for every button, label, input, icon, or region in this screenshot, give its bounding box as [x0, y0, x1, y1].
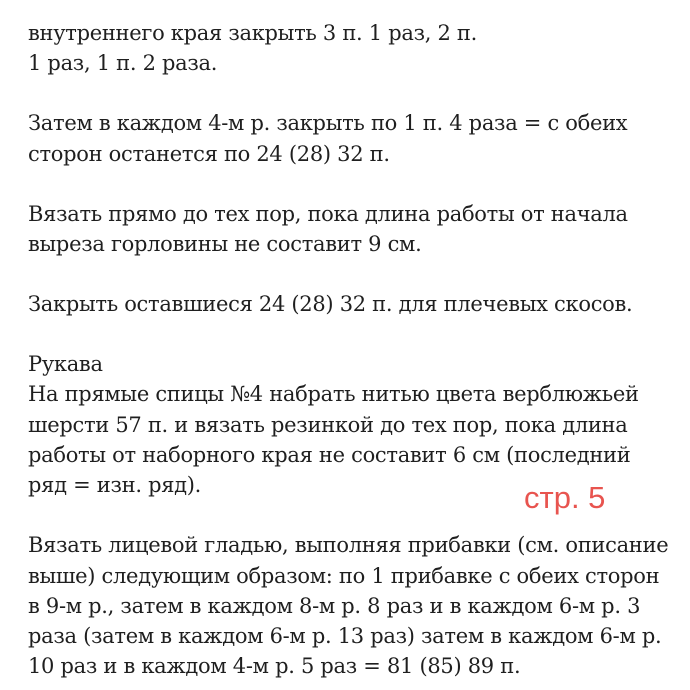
paragraph-5-line-1: На прямые спицы №4 набрать нитью цвета верблюжьей — [28, 382, 639, 406]
paragraph-2-line-1: Затем в каждом 4-м р. закрыть по 1 п. 4 раза = с обеих — [28, 111, 628, 135]
paragraph-6-line-4: раза (затем в каждом 6-м р. 13 раз) затем в каждом 6-м р. — [28, 624, 662, 648]
paragraph-6-line-5: 10 раз и в каждом 4-м р. 5 раз = 81 (85) 89 п. — [28, 654, 521, 678]
paragraph-5-line-2: шерсти 57 п. и вязать резинкой до тех пор, пока длина — [28, 413, 628, 437]
paragraph-1-line-1: внутреннего края закрыть 3 п. 1 раз, 2 п. — [28, 21, 477, 45]
paragraph-5-line-3: работы от наборного края не составит 6 см (последний — [28, 443, 631, 467]
paragraph-3-line-2: выреза горловины не составит 9 см. — [28, 232, 422, 256]
paragraph-6-line-3: в 9-м р., затем в каждом 8-м р. 8 раз и в каждом 6-м р. 3 — [28, 594, 641, 618]
paragraph-5-line-4: ряд = изн. ряд). — [28, 473, 202, 497]
paragraph-3-line-1: Вязать прямо до тех пор, пока длина работы от начала — [28, 202, 628, 226]
paragraph-6-line-2: выше) следующим образом: по 1 прибавке с обеих сторон — [28, 564, 660, 588]
paragraph-6-line-1: Вязать лицевой гладью, выполняя прибавки (см. описание — [28, 533, 669, 557]
paragraph-4-line-1: Закрыть оставшиеся 24 (28) 32 п. для плечевых скосов. — [28, 292, 633, 316]
page-number-marker: стр. 5 — [524, 480, 606, 515]
paragraph-2-line-2: сторон останется по 24 (28) 32 п. — [28, 142, 390, 166]
section-heading-sleeves: Рукава — [28, 352, 103, 376]
paragraph-1-line-2: 1 раз, 1 п. 2 раза. — [28, 51, 218, 75]
